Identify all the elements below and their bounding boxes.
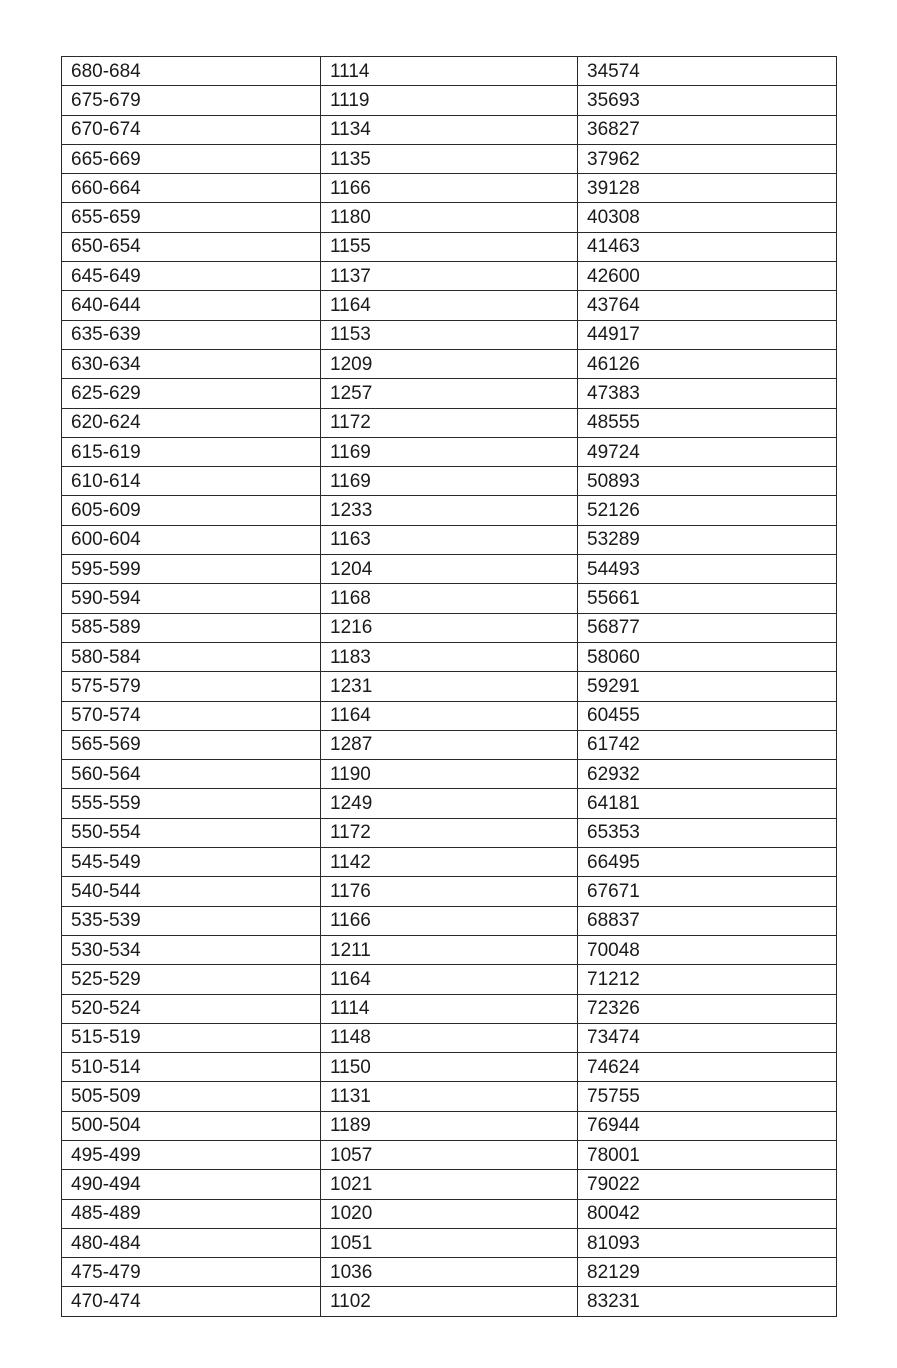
cumulative-count-cell: 80042	[578, 1199, 837, 1228]
score-range-cell: 515-519	[62, 1023, 321, 1052]
cumulative-count-cell: 62932	[578, 760, 837, 789]
score-range-cell: 680-684	[62, 57, 321, 86]
score-range-cell: 665-669	[62, 144, 321, 173]
count-cell: 1155	[321, 232, 578, 261]
cumulative-count-cell: 82129	[578, 1258, 837, 1287]
score-range-cell: 595-599	[62, 555, 321, 584]
score-range-cell: 610-614	[62, 467, 321, 496]
score-range-cell: 675-679	[62, 86, 321, 115]
score-range-cell: 480-484	[62, 1228, 321, 1257]
cumulative-count-cell: 50893	[578, 467, 837, 496]
count-cell: 1164	[321, 291, 578, 320]
count-cell: 1150	[321, 1053, 578, 1082]
cumulative-count-cell: 48555	[578, 408, 837, 437]
count-cell: 1233	[321, 496, 578, 525]
score-range-cell: 520-524	[62, 994, 321, 1023]
table-row	[62, 672, 837, 701]
table-row	[62, 818, 837, 847]
table-row	[62, 760, 837, 789]
table-row	[62, 232, 837, 261]
table-row	[62, 789, 837, 818]
score-range-cell: 525-529	[62, 965, 321, 994]
cumulative-count-cell: 81093	[578, 1228, 837, 1257]
count-cell: 1163	[321, 525, 578, 554]
count-cell: 1204	[321, 555, 578, 584]
cumulative-count-cell: 72326	[578, 994, 837, 1023]
table-row	[62, 1199, 837, 1228]
cumulative-count-cell: 58060	[578, 642, 837, 671]
count-cell: 1131	[321, 1082, 578, 1111]
cumulative-count-cell: 59291	[578, 672, 837, 701]
count-cell: 1119	[321, 86, 578, 115]
table-row	[62, 349, 837, 378]
cumulative-count-cell: 68837	[578, 906, 837, 935]
score-range-cell: 635-639	[62, 320, 321, 349]
count-cell: 1180	[321, 203, 578, 232]
cumulative-count-cell: 53289	[578, 525, 837, 554]
table-row	[62, 1053, 837, 1082]
table-row	[62, 174, 837, 203]
table-row	[62, 437, 837, 466]
table-row	[62, 379, 837, 408]
score-range-cell: 485-489	[62, 1199, 321, 1228]
count-cell: 1164	[321, 701, 578, 730]
score-range-cell: 540-544	[62, 877, 321, 906]
score-range-cell: 560-564	[62, 760, 321, 789]
table-row	[62, 555, 837, 584]
score-range-cell: 620-624	[62, 408, 321, 437]
table-row	[62, 1140, 837, 1169]
score-range-cell: 615-619	[62, 437, 321, 466]
cumulative-count-cell: 70048	[578, 935, 837, 964]
table-row	[62, 1258, 837, 1287]
score-range-cell: 600-604	[62, 525, 321, 554]
score-range-cell: 475-479	[62, 1258, 321, 1287]
count-cell: 1057	[321, 1140, 578, 1169]
count-cell: 1287	[321, 730, 578, 759]
cumulative-count-cell: 64181	[578, 789, 837, 818]
score-range-cell: 585-589	[62, 613, 321, 642]
score-range-cell: 545-549	[62, 848, 321, 877]
cumulative-count-cell: 74624	[578, 1053, 837, 1082]
table-row	[62, 262, 837, 291]
score-range-cell: 490-494	[62, 1170, 321, 1199]
table-row	[62, 613, 837, 642]
cumulative-count-cell: 41463	[578, 232, 837, 261]
count-cell: 1169	[321, 467, 578, 496]
table-row	[62, 1228, 837, 1257]
count-cell: 1021	[321, 1170, 578, 1199]
table-row	[62, 935, 837, 964]
score-range-cell: 655-659	[62, 203, 321, 232]
cumulative-count-cell: 60455	[578, 701, 837, 730]
score-range-cell: 570-574	[62, 701, 321, 730]
cumulative-count-cell: 40308	[578, 203, 837, 232]
table-row	[62, 57, 837, 86]
cumulative-count-cell: 61742	[578, 730, 837, 759]
cumulative-count-cell: 34574	[578, 57, 837, 86]
table-row	[62, 1082, 837, 1111]
count-cell: 1134	[321, 115, 578, 144]
score-distribution-table-container	[61, 56, 836, 1317]
table-row	[62, 115, 837, 144]
cumulative-count-cell: 52126	[578, 496, 837, 525]
count-cell: 1216	[321, 613, 578, 642]
table-row	[62, 291, 837, 320]
table-row	[62, 1023, 837, 1052]
count-cell: 1189	[321, 1111, 578, 1140]
count-cell: 1036	[321, 1258, 578, 1287]
count-cell: 1114	[321, 994, 578, 1023]
cumulative-count-cell: 73474	[578, 1023, 837, 1052]
score-range-cell: 510-514	[62, 1053, 321, 1082]
cumulative-count-cell: 54493	[578, 555, 837, 584]
count-cell: 1102	[321, 1287, 578, 1316]
table-row	[62, 1287, 837, 1316]
count-cell: 1176	[321, 877, 578, 906]
table-row	[62, 144, 837, 173]
cumulative-count-cell: 56877	[578, 613, 837, 642]
score-range-cell: 605-609	[62, 496, 321, 525]
score-range-cell: 505-509	[62, 1082, 321, 1111]
table-row	[62, 994, 837, 1023]
score-range-cell: 580-584	[62, 642, 321, 671]
count-cell: 1137	[321, 262, 578, 291]
score-range-cell: 535-539	[62, 906, 321, 935]
count-cell: 1114	[321, 57, 578, 86]
table-body	[62, 57, 837, 1317]
count-cell: 1168	[321, 584, 578, 613]
cumulative-count-cell: 76944	[578, 1111, 837, 1140]
cumulative-count-cell: 37962	[578, 144, 837, 173]
count-cell: 1051	[321, 1228, 578, 1257]
count-cell: 1020	[321, 1199, 578, 1228]
table-row	[62, 584, 837, 613]
count-cell: 1183	[321, 642, 578, 671]
table-row	[62, 496, 837, 525]
table-row	[62, 848, 837, 877]
count-cell: 1172	[321, 818, 578, 847]
count-cell: 1148	[321, 1023, 578, 1052]
table-row	[62, 965, 837, 994]
count-cell: 1172	[321, 408, 578, 437]
cumulative-count-cell: 65353	[578, 818, 837, 847]
score-range-cell: 530-534	[62, 935, 321, 964]
score-range-cell: 640-644	[62, 291, 321, 320]
table-row	[62, 877, 837, 906]
count-cell: 1153	[321, 320, 578, 349]
cumulative-count-cell: 78001	[578, 1140, 837, 1169]
cumulative-count-cell: 44917	[578, 320, 837, 349]
cumulative-count-cell: 47383	[578, 379, 837, 408]
count-cell: 1249	[321, 789, 578, 818]
table-row	[62, 86, 837, 115]
score-range-cell: 495-499	[62, 1140, 321, 1169]
cumulative-count-cell: 79022	[578, 1170, 837, 1199]
count-cell: 1142	[321, 848, 578, 877]
score-distribution-table	[61, 56, 837, 1317]
table-row	[62, 408, 837, 437]
table-row	[62, 467, 837, 496]
cumulative-count-cell: 35693	[578, 86, 837, 115]
score-range-cell: 625-629	[62, 379, 321, 408]
count-cell: 1166	[321, 174, 578, 203]
cumulative-count-cell: 43764	[578, 291, 837, 320]
cumulative-count-cell: 71212	[578, 965, 837, 994]
table-row	[62, 730, 837, 759]
table-row	[62, 320, 837, 349]
count-cell: 1231	[321, 672, 578, 701]
table-row	[62, 701, 837, 730]
score-range-cell: 550-554	[62, 818, 321, 847]
table-row	[62, 525, 837, 554]
cumulative-count-cell: 66495	[578, 848, 837, 877]
score-range-cell: 650-654	[62, 232, 321, 261]
cumulative-count-cell: 36827	[578, 115, 837, 144]
score-range-cell: 500-504	[62, 1111, 321, 1140]
cumulative-count-cell: 46126	[578, 349, 837, 378]
cumulative-count-cell: 55661	[578, 584, 837, 613]
count-cell: 1190	[321, 760, 578, 789]
score-range-cell: 590-594	[62, 584, 321, 613]
table-row	[62, 642, 837, 671]
table-row	[62, 906, 837, 935]
score-range-cell: 660-664	[62, 174, 321, 203]
score-range-cell: 555-559	[62, 789, 321, 818]
table-row	[62, 203, 837, 232]
table-row	[62, 1170, 837, 1199]
score-range-cell: 630-634	[62, 349, 321, 378]
score-range-cell: 565-569	[62, 730, 321, 759]
score-range-cell: 645-649	[62, 262, 321, 291]
table-row	[62, 1111, 837, 1140]
cumulative-count-cell: 83231	[578, 1287, 837, 1316]
cumulative-count-cell: 42600	[578, 262, 837, 291]
count-cell: 1211	[321, 935, 578, 964]
cumulative-count-cell: 67671	[578, 877, 837, 906]
count-cell: 1169	[321, 437, 578, 466]
score-range-cell: 575-579	[62, 672, 321, 701]
count-cell: 1257	[321, 379, 578, 408]
count-cell: 1135	[321, 144, 578, 173]
score-range-cell: 470-474	[62, 1287, 321, 1316]
cumulative-count-cell: 75755	[578, 1082, 837, 1111]
count-cell: 1166	[321, 906, 578, 935]
count-cell: 1209	[321, 349, 578, 378]
score-range-cell: 670-674	[62, 115, 321, 144]
cumulative-count-cell: 39128	[578, 174, 837, 203]
count-cell: 1164	[321, 965, 578, 994]
cumulative-count-cell: 49724	[578, 437, 837, 466]
